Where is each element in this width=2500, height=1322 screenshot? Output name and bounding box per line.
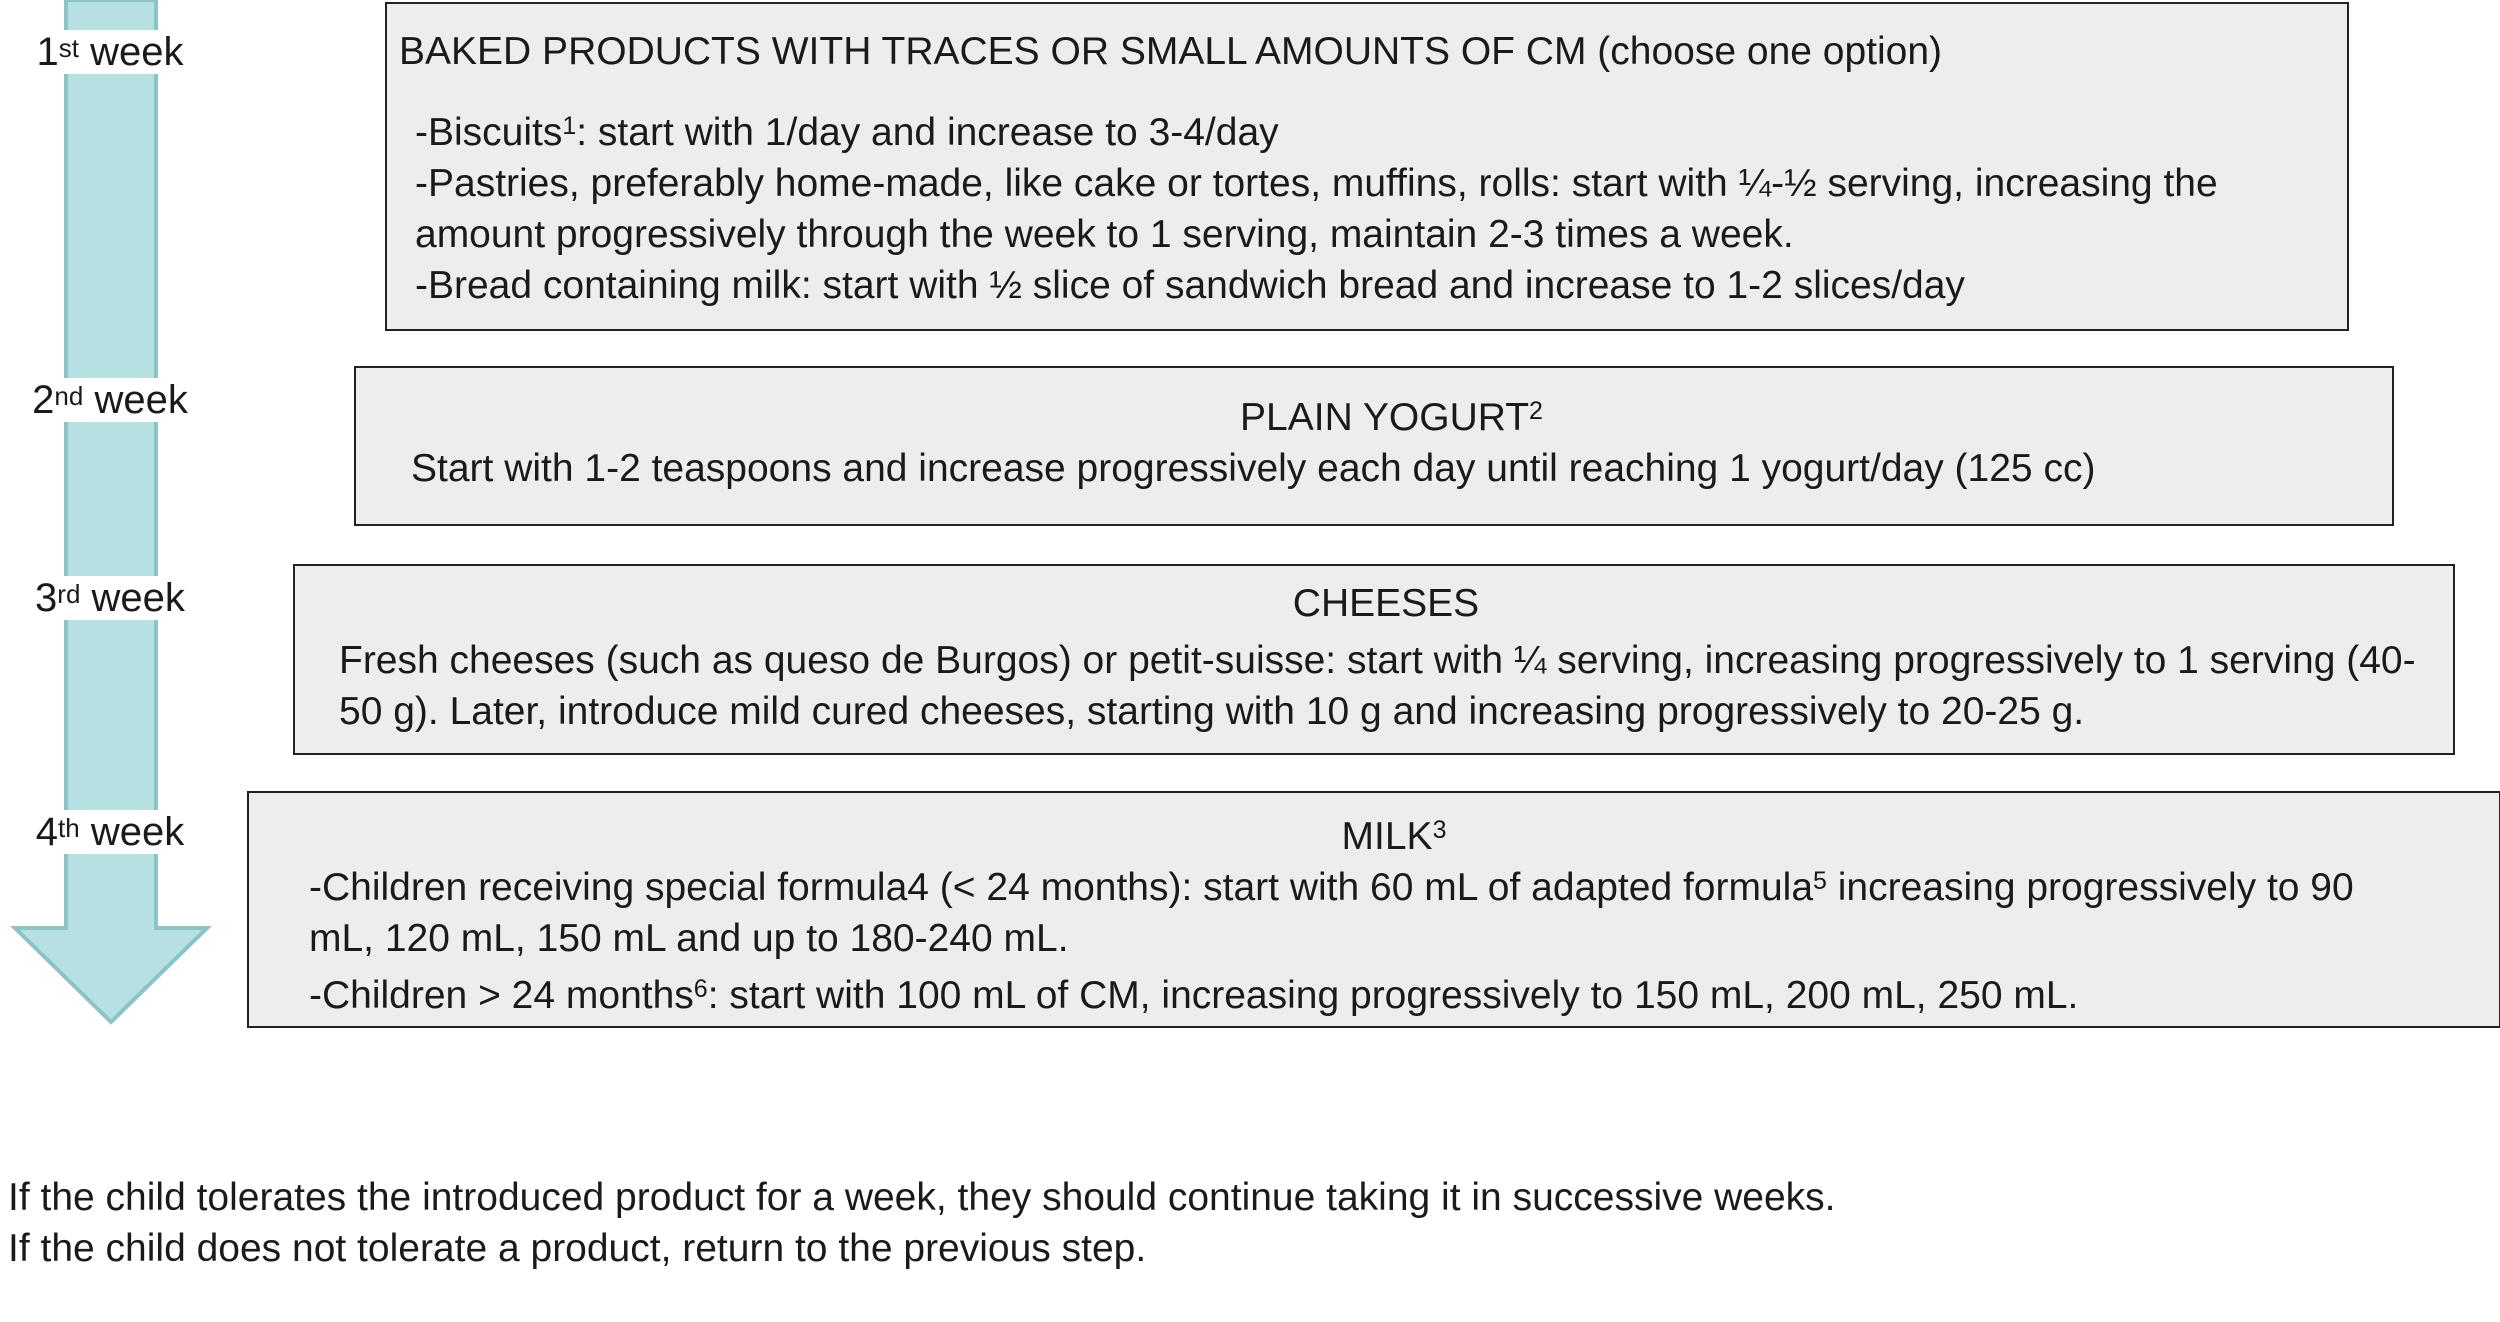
step-baked-title: BAKED PRODUCTS WITH TRACES OR SMALL AMOUNTS OF CM (choose one option): [399, 30, 1943, 73]
milk-over-24: -Children > 24 months$^6$: start with 100 mL of CM, increasing progressively to 150 mL, 200 mL, 250 mL.: [309, 974, 2079, 1017]
biscuits-line: -Biscuits$^1$: start with 1/day and increase to 3-4/day: [415, 111, 1279, 154]
footer-note-tolerates: If the child tolerates the introduced product for a week, they should continue taking it in successive weeks.: [8, 1176, 1836, 1219]
step-yogurt-title: PLAIN YOGURT$^2$: [1240, 396, 1543, 439]
footer-note-not-tolerate: If the child does not tolerate a product, return to the previous step.: [8, 1227, 1147, 1270]
timeline-arrow-shape: [15, 0, 207, 1022]
milk-under-24: -Children receiving special formula4 (< 24 months): start with 60 mL of adapted formula$^5$ increasing progressively to 90 mL, 120 mL, 150 mL and up to 180-240 mL.: [309, 866, 2354, 960]
week-label-1: 1st week: [0, 30, 220, 74]
bread-line: -Bread containing milk: start with ½ slice of sandwich bread and increase to 1-2 slices/day: [415, 264, 1965, 307]
step-milk: [247, 791, 2500, 1028]
footer-notes: [8, 1172, 1836, 1274]
cheeses-text: Fresh cheeses (such as queso de Burgos) or petit-suisse: start with ¼ serving, increasing progressively to 1 serving (40-50 g). Later, introduce mild cured cheeses, starting with 10 g and increasing progressively to 20-25 g.: [339, 639, 2416, 733]
step-milk-title: MILK$^3$: [1341, 815, 1447, 858]
week-label-2: 2nd week: [0, 378, 220, 422]
week-label-4: 4th week: [0, 810, 220, 854]
timeline-arrow: [0, 0, 220, 1040]
step-baked-products: [385, 2, 2349, 331]
yogurt-text: Start with 1-2 teaspoons and increase progressively each day until reaching 1 yogurt/day (125 cc): [411, 447, 2096, 490]
week-label-3: 3rd week: [0, 576, 220, 620]
step-plain-yogurt: [354, 366, 2394, 526]
step-cheeses-title: CHEESES: [1292, 582, 1480, 625]
step-cheeses: [293, 564, 2455, 755]
pastries-line: -Pastries, preferably home-made, like cake or tortes, muffins, rolls: start with ¼-½ serving, increasing the amount progressively through the week to 1 serving, maintain 2-3 times a week.: [415, 162, 2218, 256]
